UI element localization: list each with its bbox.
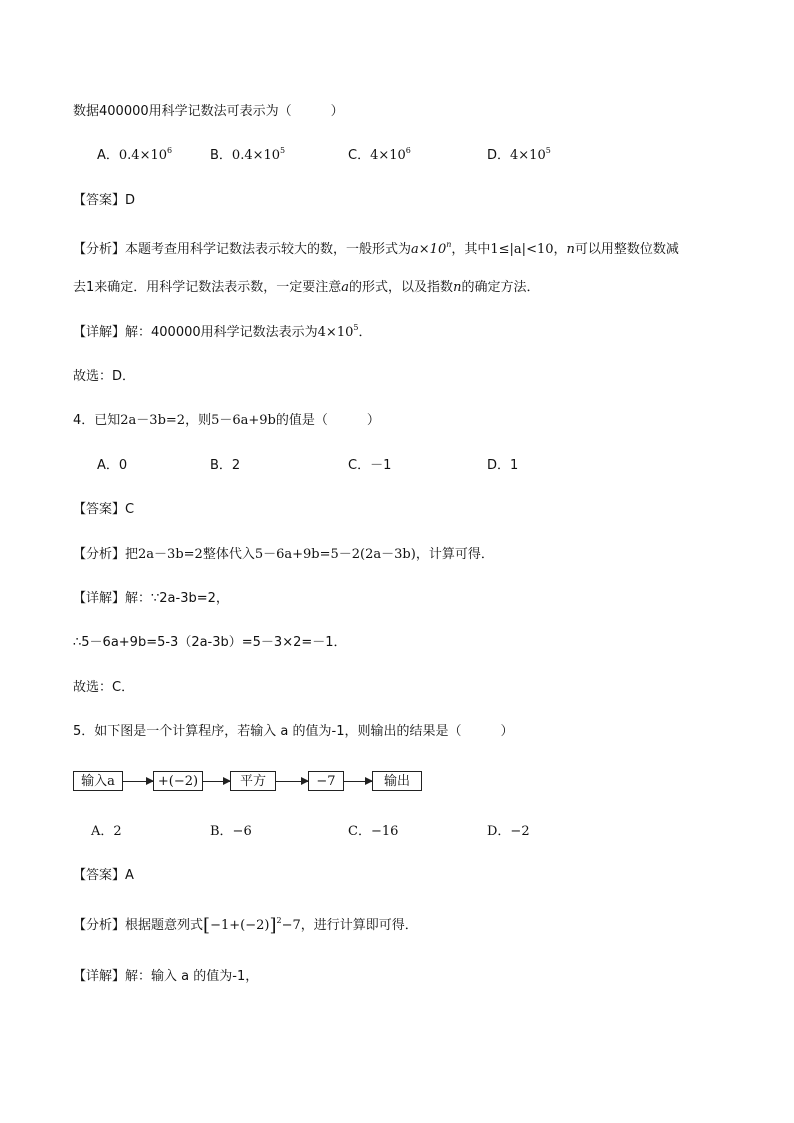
analysis-text: 的确定方法． [461, 280, 540, 295]
q5-answer [73, 866, 134, 886]
option-exponent: 6 [405, 146, 411, 155]
detail-text: 解：输入 a 的值为-1， [125, 969, 259, 984]
analysis-text: 把 [125, 547, 139, 562]
answer-tag: 【答案】 [73, 868, 126, 883]
answer-tag: 【答案】 [73, 502, 126, 517]
detail-value: 4×10 [317, 325, 354, 340]
flow-box-input: 输入a [73, 771, 123, 791]
q4-option-a: A．0 [97, 458, 128, 473]
stem-text: ，则 [185, 413, 212, 428]
formula-bracket-right: ] [269, 915, 277, 936]
stem-formula: 5－6a+9b [211, 413, 276, 428]
q4-option-c: C．－1 [348, 458, 392, 473]
q4-detail-line1 [73, 589, 229, 609]
formula-exponent: 2 [276, 916, 282, 925]
option-value: 4×10 [510, 148, 546, 163]
analysis-text: ，计算可得． [415, 547, 494, 562]
q3-analysis-line2 [73, 278, 539, 298]
detail-text: 解：∵2a-3b=2， [125, 591, 229, 606]
q5-option-c: C．−16 [348, 824, 399, 839]
option-label: D． [487, 148, 511, 163]
q3-analysis-line1 [73, 240, 679, 260]
q4-option-b: B．2 [210, 458, 241, 473]
q4-option-d: D．1 [487, 458, 519, 473]
option-label: C． [348, 148, 371, 163]
analysis-text: 去1来确定．用科学记数法表示数，一定要注意 [73, 280, 342, 295]
analysis-text: 整体代入 [202, 547, 255, 562]
q5-analysis [73, 916, 418, 936]
answer-value: D [125, 193, 136, 208]
q3-choose: 故选：D． [73, 369, 136, 384]
flow-arrow [203, 781, 230, 782]
detail-tag: 【详解】 [73, 969, 126, 984]
q5-option-d: D．−2 [487, 824, 530, 839]
detail-tag: 【详解】 [73, 325, 126, 340]
analysis-formula: 5－6a+9b=5－2(2a－3b) [254, 547, 416, 562]
formula-exponent: n [446, 240, 452, 249]
q3-option-a [97, 146, 172, 166]
detail-end: ． [358, 325, 372, 340]
formula-n: n [566, 242, 575, 257]
analysis-text: ， [553, 242, 567, 257]
flow-arrow [123, 781, 153, 782]
answer-tag: 【答案】 [73, 193, 126, 208]
detail-tag: 【详解】 [73, 591, 126, 606]
stem-text: 的值是（ ） [275, 413, 380, 428]
flow-box-add: +(−2) [153, 771, 203, 791]
formula-n: n [453, 280, 462, 295]
formula-range: 1≤|a|<10 [490, 242, 554, 257]
option-exponent: 6 [167, 146, 173, 155]
q3-detail [73, 323, 371, 343]
formula-bracket-left: [ [203, 915, 211, 936]
analysis-text: 本题考查用科学记数法表示较大的数，一般形式为 [125, 242, 412, 257]
q5-option-b: B．−6 [210, 824, 252, 839]
q4-analysis [73, 545, 494, 565]
analysis-text: 根据题意列式 [125, 918, 204, 933]
flow-arrow [276, 781, 308, 782]
analysis-tag: 【分析】 [73, 242, 126, 257]
q5-stem: 5．如下图是一个计算程序，若输入 a 的值为-1，则输出的结果是（ ） [73, 724, 514, 739]
flow-box-square: 平方 [230, 771, 276, 791]
flow-box-minus: −7 [308, 771, 344, 791]
formula-tail: −7 [281, 918, 301, 933]
q3-option-d [487, 146, 551, 166]
flow-box-output: 输出 [372, 771, 422, 791]
q3-option-c [348, 146, 411, 166]
formula-inner: −1+(−2) [210, 918, 270, 933]
analysis-text: ，其中 [451, 242, 491, 257]
analysis-text: 的形式，以及指数 [349, 280, 454, 295]
stem-formula: 2a－3b=2 [120, 413, 186, 428]
answer-value: A [125, 868, 134, 883]
analysis-formula: 2a－3b=2 [138, 547, 203, 562]
answer-value: C [125, 502, 135, 517]
option-value: 4×10 [370, 148, 406, 163]
option-exponent: 5 [545, 146, 551, 155]
analysis-tag: 【分析】 [73, 547, 126, 562]
q4-choose: 故选：C． [73, 680, 135, 695]
q3-option-b [210, 146, 285, 166]
option-label: B． [210, 148, 232, 163]
formula-form: a×10 [411, 242, 447, 257]
option-label: A． [97, 148, 119, 163]
detail-text: 解：400000用科学记数法表示为 [125, 325, 318, 340]
formula-a: a [341, 280, 350, 295]
q3-answer [73, 191, 135, 211]
analysis-text: 可以用整数位数减 [574, 242, 679, 257]
option-exponent: 5 [280, 146, 286, 155]
option-value: 0.4×10 [231, 148, 281, 163]
q4-detail-line2: ∴5－6a+9b=5-3（2a-3b）=5－3×2=－1． [73, 635, 347, 650]
q5-option-a: A．2 [91, 824, 122, 839]
q4-stem [73, 411, 380, 431]
detail-exponent: 5 [353, 323, 359, 332]
q5-detail [73, 967, 258, 987]
option-value: 0.4×10 [118, 148, 168, 163]
stem-text: 4．已知 [73, 413, 121, 428]
analysis-text: ，进行计算即可得． [300, 918, 418, 933]
analysis-tag: 【分析】 [73, 918, 126, 933]
q4-answer [73, 500, 134, 520]
q3-stem: 数据400000用科学记数法可表示为（ ） [73, 104, 344, 119]
flow-arrow [344, 781, 372, 782]
